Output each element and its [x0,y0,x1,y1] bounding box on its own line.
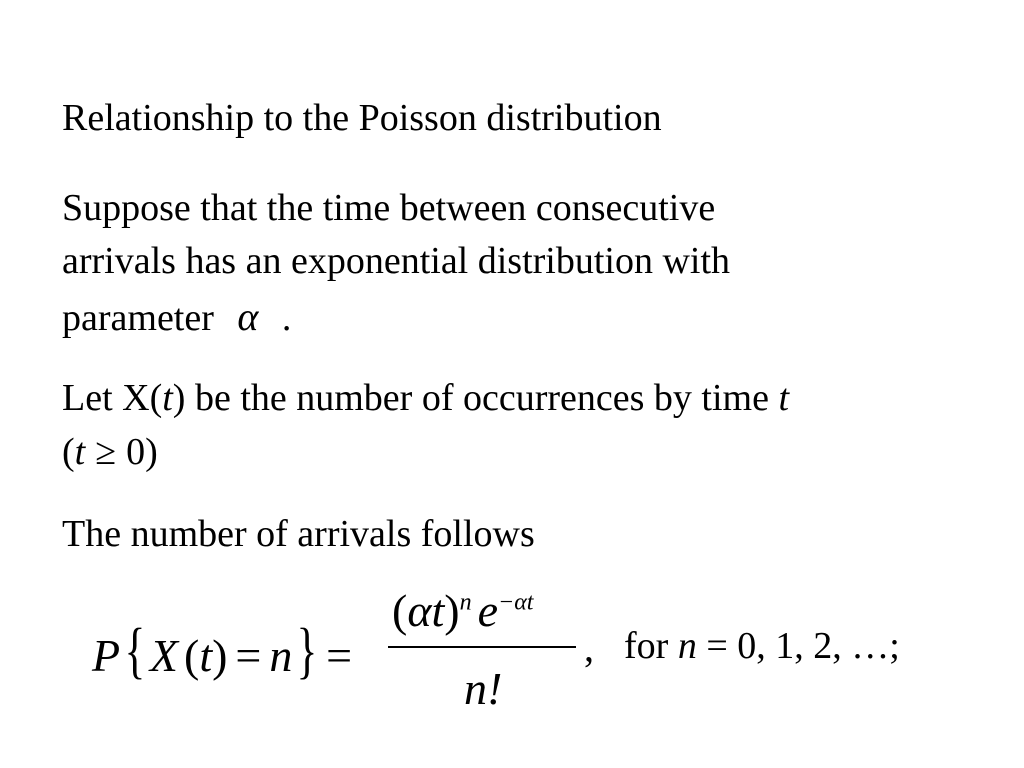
formula-denominator [464,663,503,714]
para2-line2 [62,426,158,479]
formula-numerator [392,585,534,636]
geq-symbol: ≥ [95,431,117,473]
formula-X: X [149,630,178,681]
para1-line2: arrivals has an exponential distribution with [62,240,731,282]
para2-desc: ) be the number of occurrences by time [172,377,769,419]
para2-t: t [162,377,173,419]
para1-line3 [62,290,291,345]
num-exp-n: n [459,589,472,616]
alpha-symbol: α [237,294,259,339]
slide-title: Relationship to the Poisson distribution [62,97,662,139]
formula-lhs [92,617,353,685]
formula-t: t [199,630,213,681]
para1-period: . [281,297,292,339]
para3: The number of arrivals follows [62,513,535,555]
poisson-formula [92,584,992,714]
formula-lparen: ( [183,630,200,681]
formula-rbrace: } [296,617,318,685]
formula-condition [624,624,900,668]
num-close: ) [444,585,460,636]
formula-n: n [269,630,293,681]
formula-comma: , [584,625,594,670]
para1-line1: Suppose that the time between consecutive [62,187,716,229]
num-alpha-t: αt [407,585,445,636]
formula-rparen: ) [212,630,228,681]
formula-lbrace: { [124,617,146,685]
para2-line2-t: t [74,431,86,473]
formula-eq1: = [235,630,262,681]
for-n: n [677,625,697,667]
for-text: for [624,625,669,667]
formula-eq2: = [326,630,353,681]
fraction-bar [388,646,576,648]
for-values: = 0, 1, 2, …; [706,625,900,667]
formula-P: P [92,630,121,681]
para2-let: Let X( [62,377,163,419]
num-e: e [477,585,499,636]
para2-open: ( [62,431,75,473]
para1-line3-text: parameter [62,297,214,339]
para2-line1 [62,372,789,425]
den-n-factorial: n! [464,663,503,714]
para2-t2: t [778,377,790,419]
num-exp-alpha-t: −αt [498,589,534,616]
num-open: ( [392,585,408,636]
para2-close: 0) [126,431,158,473]
